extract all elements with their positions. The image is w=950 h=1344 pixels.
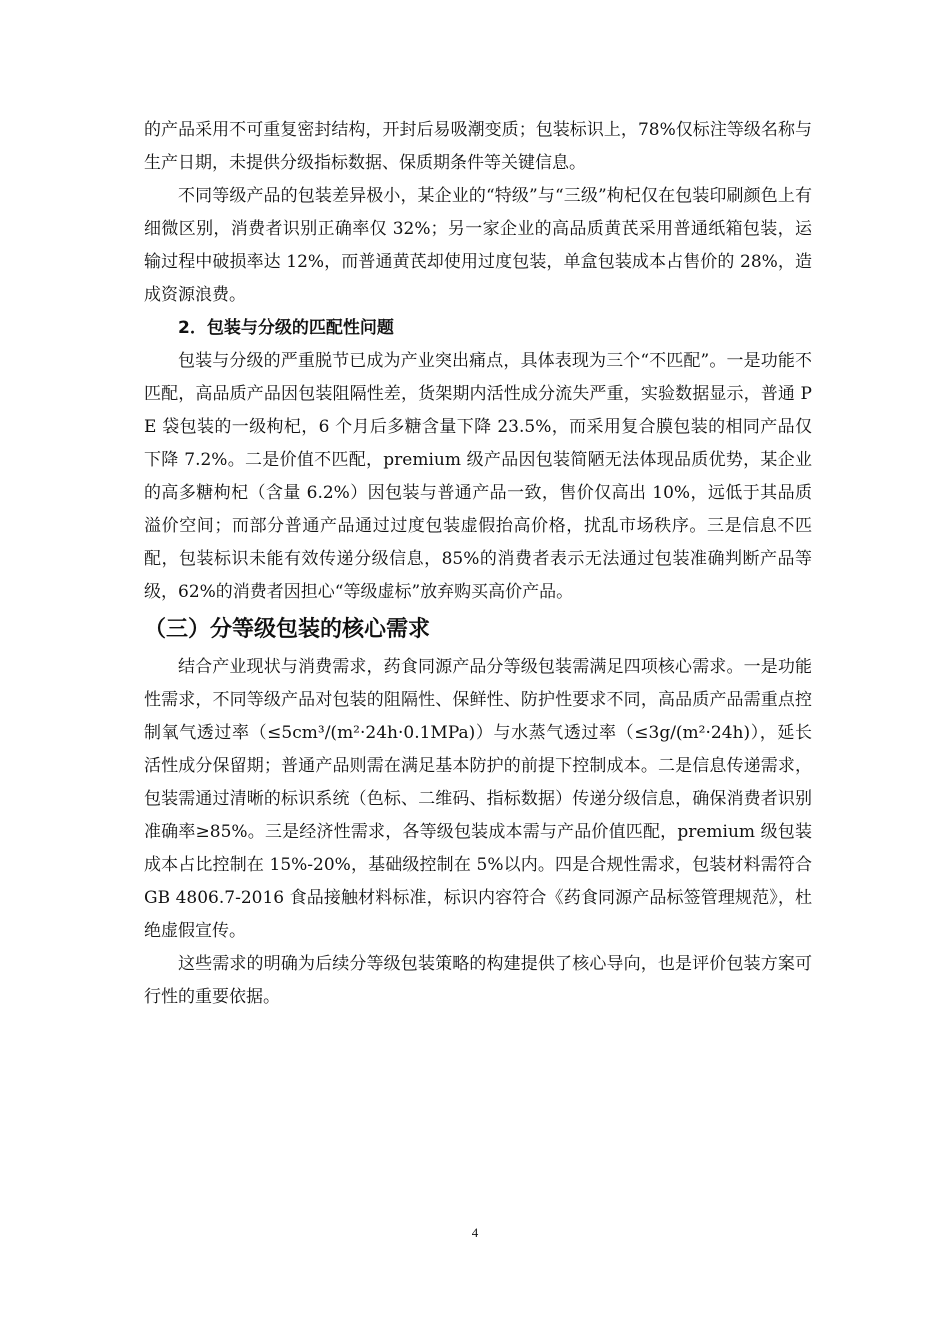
body-paragraph: 结合产业现状与消费需求，药食同源产品分等级包装需满足四项核心需求。一是功能性需求，不同等级产品对包装的阻隔性、保鲜性、防护性要求不同，高品质产品需重点控制氧气透过率（≤5cm³/(m²·24h·0.1MPa)）与水蒸气透过率（≤3g/(m²·24h)），延长活性成分保留期；普通产品则需在满足基本防护的前提下控制成本。二是信息传递需求，包装需通过清晰的标识系统（色标、二维码、指标数据）传递分级信息，确保消费者识别准确率≥85%。三是经济性需求，各等级包装成本需与产品价值匹配，premium 级包装成本占比控制在 15%-20%，基础级控制在 5%以内。四是合规性需求，包装材料需符合 GB 4806.7-2016 食品接触材料标准，标识内容符合《药食同源产品标签管理规范》，杜绝虚假宣传。 <box>144 657 812 941</box>
page-body <box>144 114 812 1014</box>
body-paragraph: 不同等级产品的包装差异极小，某企业的“特级”与“三级”枸杞仅在包装印刷颜色上有细微区别，消费者识别正确率仅 32%；另一家企业的高品质黄芪采用普通纸箱包装，运输过程中破损率达 12%，而普通黄芪却使用过度包装，单盒包装成本占售价的 28%，造成资源浪费。 <box>144 186 812 305</box>
body-paragraph: 这些需求的明确为后续分等级包装策略的构建提供了核心导向，也是评价包装方案可行性的重要依据。 <box>144 954 812 1007</box>
body-paragraph-continued: 的产品采用不可重复密封结构，开封后易吸潮变质；包装标识上，78%仅标注等级名称与生产日期，未提供分级指标数据、保质期条件等关键信息。 <box>144 120 812 173</box>
page-number: 4 <box>471 1225 479 1240</box>
section-heading: （三）分等级包装的核心需求 <box>144 617 431 642</box>
subsection-heading: 2．包装与分级的匹配性问题 <box>178 318 394 338</box>
body-paragraph: 包装与分级的严重脱节已成为产业突出痛点，具体表现为三个“不匹配”。一是功能不匹配，高品质产品因包装阻隔性差，货架期内活性成分流失严重，实验数据显示，普通 PE 袋包装的一级枸杞，6 个月后多糖含量下降 23.5%，而采用复合膜包装的相同产品仅下降 7.2%。二是价值不匹配，premium 级产品因包装简陋无法体现品质优势，某企业的高多糖枸杞（含量 6.2%）因包装与普通产品一致，售价仅高出 10%，远低于其品质溢价空间；而部分普通产品通过过度包装虚假抬高价格，扰乱市场秩序。三是信息不匹配，包装标识未能有效传递分级信息，85%的消费者表示无法通过包装准确判断产品等级，62%的消费者因担心“等级虚标”放弃购买高价产品。 <box>144 351 812 602</box>
